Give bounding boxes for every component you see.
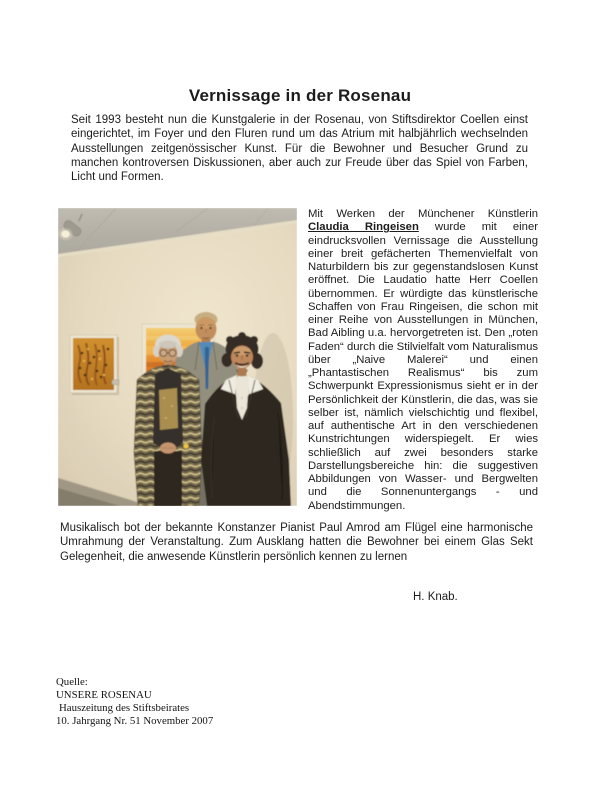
body-rest: wurde mit einer eindrucksvollen Vernissage die Ausstellung einer breit gefächerten Themenvielfalt von Naturbildern bis zur gegenstandslosen Kunst eröffnet. Die Laudatio hatte Herr Coellen übernommen. Er würdigte das künstlerische Schaffen von Frau Ringeisen, die schon mit einer Reihe von Ausstellungen in München, Bad Aibling u.a. hervorgetreten ist. Den „roten Faden“ durch die Stilvielfalt vom Naturalismus über „Naive Malerei“ und einen „Phantastischen Realismus“ bis zum Schwerpunkt Expressionismus sieht er in der Persönlichkeit der Künstlerin, die das, was sie selber ist, nämlich vielschichtig und flexibel, auf authentische Art in den verschiedenen Kunstrichtungen widerspiegelt. Er wies schließlich auf zwei besonders starke Darstellungsbereiche hin: die suggestiven Abbildungen von Wasser- und Bergwelten und die Sonnenuntergangs - und Abendstimmungen. — [308, 221, 538, 512]
source-label: Quelle: — [56, 676, 88, 688]
source-issue: 10. Jahrgang Nr. 51 November 2007 — [56, 715, 214, 727]
body-lead: Mit Werken der Münchener Künstlerin — [308, 208, 538, 220]
author-signature: H. Knab. — [413, 591, 458, 603]
gallery-photo-svg — [58, 208, 297, 506]
source-subtitle: Hauszeitung des Stiftsbeirates — [59, 702, 190, 714]
gallery-photo — [58, 208, 297, 506]
intro-paragraph: Seit 1993 besteht nun die Kunstgalerie in der Rosenau, von Stiftsdirektor Coellen einst eingerichtet, im Foyer und den Fluren rund um das Atrium mit halbjährlich wechselnden Ausstellungen zeitgenössischer Kunst. Für die Bewohner und Besucher Grund zu manchen kontroversen Diskussionen, aber auch zur Freude über das Spiel von Farben, Licht und Formen. — [71, 114, 528, 184]
source-citation — [56, 676, 213, 728]
body-paragraph — [308, 208, 538, 513]
closing-paragraph: Musikalisch bot der bekannte Konstanzer Pianist Paul Amrod am Flügel eine harmonische Umrahmung der Veranstaltung. Zum Ausklang hatten die Bewohner bei einem Glas Sekt Gelegenheit, die anwesende Künstlerin persönlich kennen zu lernen — [60, 522, 533, 563]
photo-tint-overlay — [58, 208, 297, 506]
artist-name: Claudia Ringeisen — [308, 221, 419, 234]
article-title: Vernissage in der Rosenau — [188, 86, 412, 105]
source-publication: UNSERE ROSENAU — [56, 689, 152, 701]
